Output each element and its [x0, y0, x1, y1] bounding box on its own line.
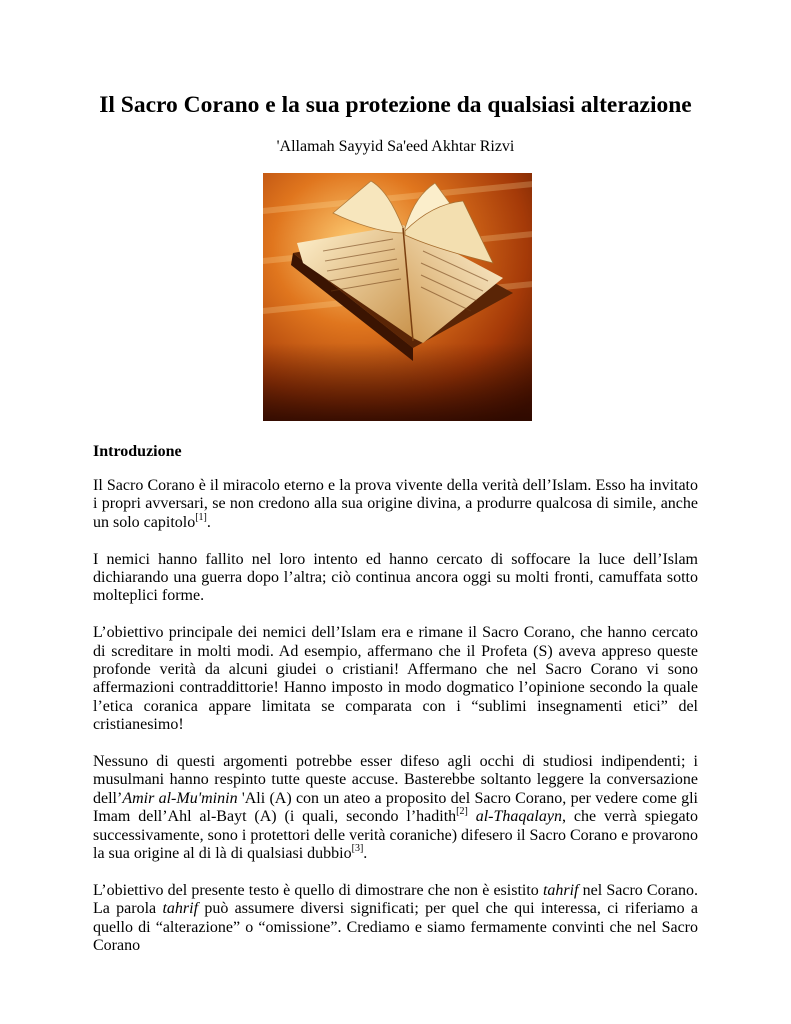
paragraph-text: Nessuno di questi argomenti potrebbe esser difeso agli occhi di studiosi indipendenti; i musulmani hanno respinto tutte queste accuse. Basterebbe soltanto leggere la conversazione dell’: [93, 753, 698, 807]
paragraph-text: può assumere diversi significati; per quel che qui interessa, ci riferiamo a quello di “alterazione” o “omissione”. Crediamo e siamo fermamente convinti che nel Sacro Corano: [93, 900, 698, 955]
paragraph: [93, 477, 698, 532]
paragraph: [93, 753, 698, 863]
paragraph-text: 'Ali (A) con un ateo a proposito del Sacro Corano, per vedere come gli Imam dell’Ahl al-Bayt (A) (i quali, secondo l’hadith: [93, 789, 699, 826]
cover-image: [263, 173, 532, 421]
italic-term: al-Thaqalayn: [475, 808, 562, 826]
italic-term: tahrif: [162, 900, 199, 918]
open-book-photo: [263, 173, 532, 421]
footnote-ref[interactable]: [2]: [456, 806, 468, 818]
footnote-ref[interactable]: [3]: [351, 843, 364, 855]
document-title: Il Sacro Corano e la sua protezione da qualsiasi alterazione: [99, 92, 692, 118]
paragraph: [93, 882, 698, 956]
paragraph-text: nel Sacro Corano. La parola: [93, 881, 699, 918]
paragraph-text: [468, 808, 476, 825]
paragraph-text: .: [206, 513, 211, 531]
paragraph: I nemici hanno fallito nel loro intento ed hanno cercato di soffocare la luce dell’Islam dichiarando una guerra dopo l’altra; ciò continua ancora oggi su molti fronti, camuffata sotto molteplici forme.: [93, 550, 698, 605]
paragraph-text: L’obiettivo del presente testo è quello di dimostrare che non è esistito: [93, 881, 543, 899]
paragraph: L’obiettivo principale dei nemici dell’Islam era e rimane il Sacro Corano, che hanno cercato di screditare in molti modi. Ad esempio, affermano che il Profeta (S) aveva appreso queste profonde verità da alcuni giudei o cristiani! Affermano che nel Sacro Corano vi sono affermazioni contraddittorie! Hanno imposto in modo dogmatico l’opinione secondo la quale l’etica coranica appare limitata se comparata con i “sublimi insegnamenti etici” del cristianesimo!: [93, 624, 698, 734]
paragraph-text: , che verrà spiegato successivamente, sono i protettori delle verità coraniche) difesero il Sacro Corano e provarono la sua origine al di là di qualsiasi dubbio: [93, 808, 699, 863]
footnote-ref[interactable]: [1]: [195, 511, 207, 523]
body-text: [93, 477, 698, 956]
italic-term: tahrif: [542, 881, 579, 899]
author-name: 'Allamah Sayyid Sa'eed Akhtar Rizvi: [276, 138, 515, 155]
italic-term: Amir al-Mu'minin: [122, 789, 238, 807]
paragraph-text: Il Sacro Corano è il miracolo eterno e la prova vivente della verità dell’Islam. Esso ha invitato i propri avversari, se non credono alla sua origine divina, a produrre qualcosa di simile, anche un solo capitolo: [93, 477, 698, 531]
section-heading: Introduzione: [93, 443, 182, 460]
paragraph-text: .: [363, 845, 368, 863]
